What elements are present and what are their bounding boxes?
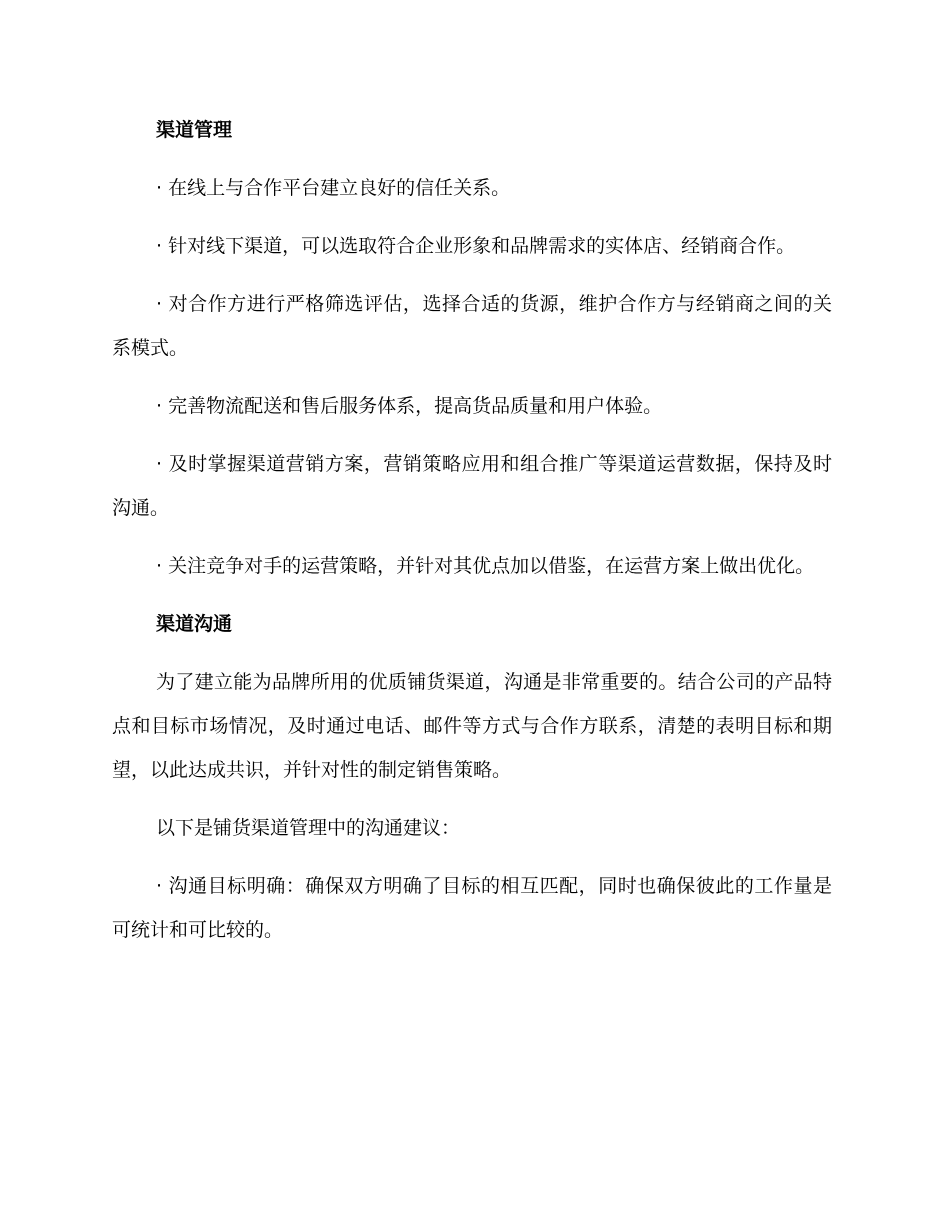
paragraph: · 沟通目标明确：确保双方明确了目标的相互匹配，同时也确保彼此的工作量是可统计和可比较的。 xyxy=(112,875,832,941)
document-content xyxy=(112,108,832,966)
paragraph: · 关注竞争对手的运营策略，并针对其优点加以借鉴，在运营方案上做出优化。 xyxy=(156,555,815,577)
section-heading-channel-management: 渠道管理 xyxy=(156,119,233,141)
paragraph: 以下是铺货渠道管理中的沟通建议： xyxy=(156,817,461,839)
paragraph: · 对合作方进行严格筛选评估，选择合适的货源，维护合作方与经销商之间的关系模式。 xyxy=(112,293,832,359)
paragraph: · 针对线下渠道，可以选取符合企业形象和品牌需求的实体店、经销商合作。 xyxy=(156,235,796,257)
paragraph: · 在线上与合作平台建立良好的信任关系。 xyxy=(156,177,511,199)
paragraph: · 完善物流配送和售后服务体系，提高货品质量和用户体验。 xyxy=(156,395,663,417)
paragraph: · 及时掌握渠道营销方案，营销策略应用和组合推广等渠道运营数据，保持及时沟通。 xyxy=(112,453,832,519)
paragraph: 为了建立能为品牌所用的优质铺货渠道，沟通是非常重要的。结合公司的产品特点和目标市场情况，及时通过电话、邮件等方式与合作方联系，清楚的表明目标和期望，以此达成共识，并针对性的制定销售策略。 xyxy=(112,671,832,781)
section-heading-channel-communication: 渠道沟通 xyxy=(156,613,233,635)
